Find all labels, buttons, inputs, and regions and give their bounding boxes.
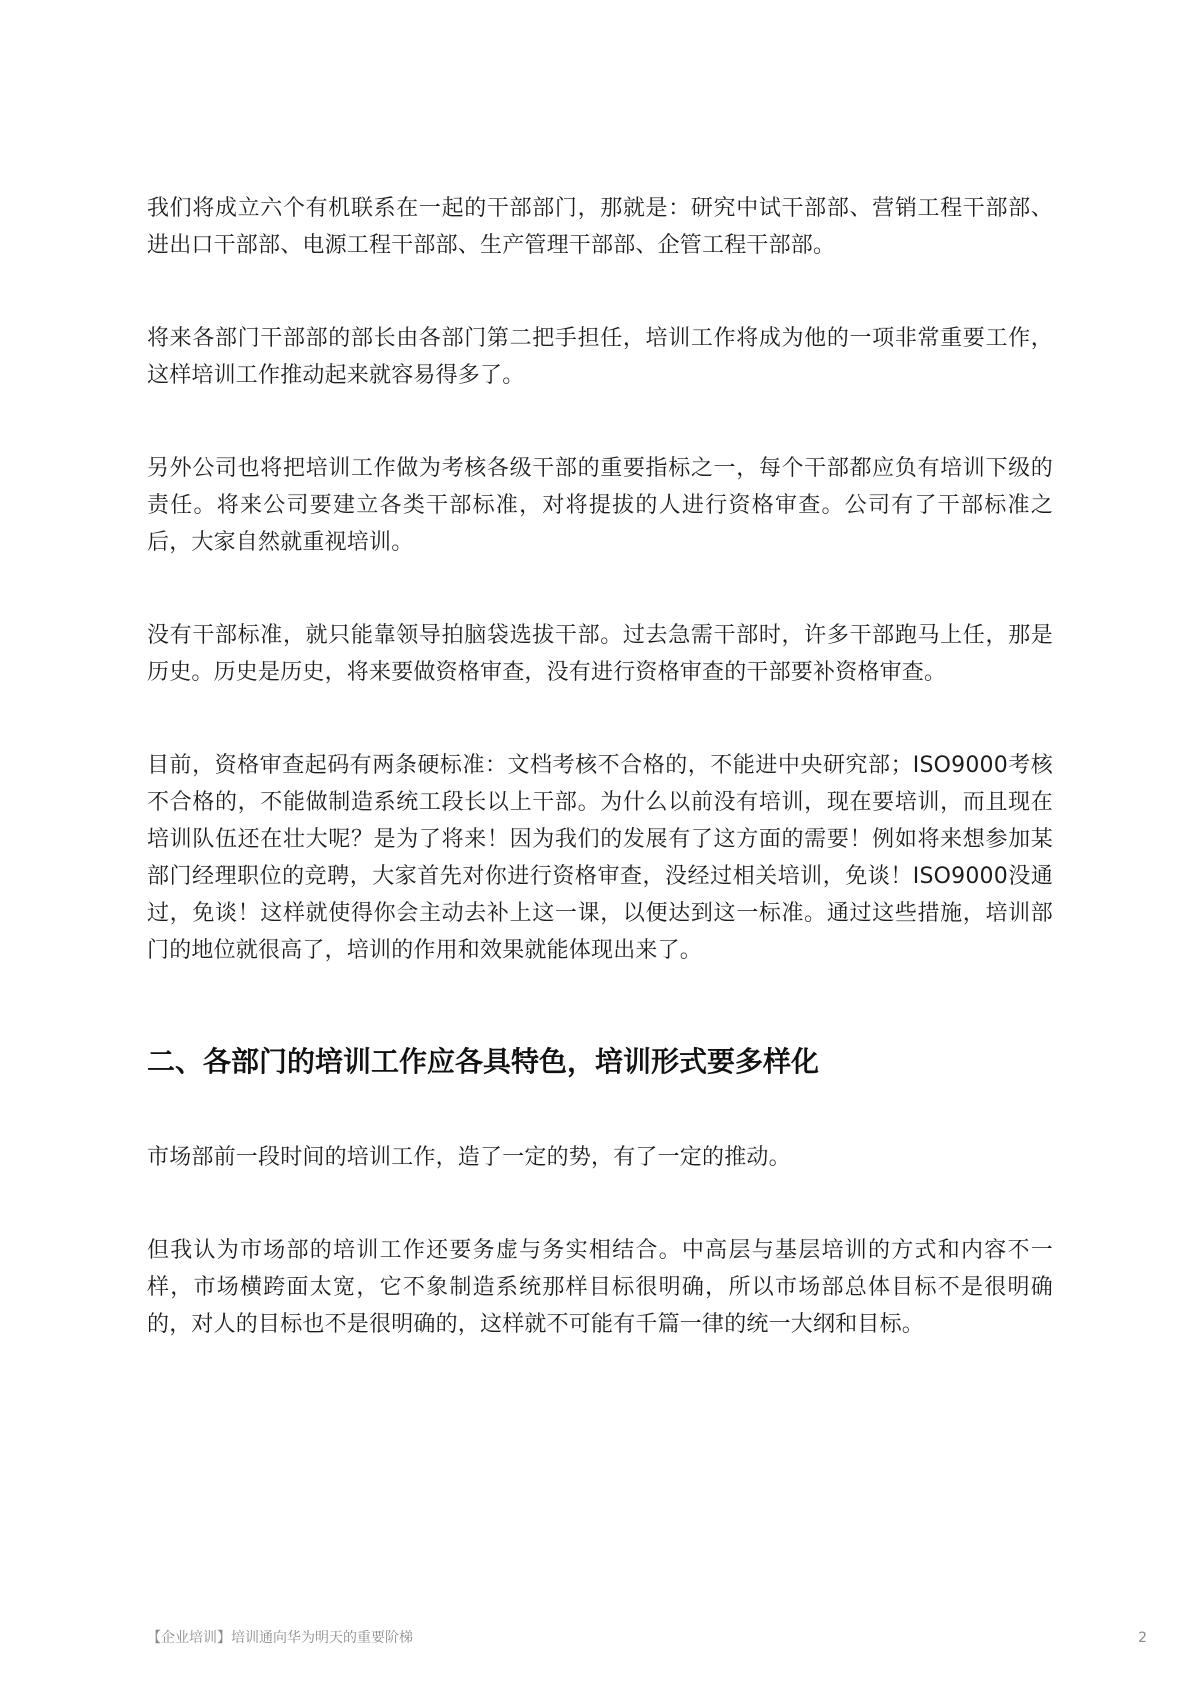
footer-title: 【企业培训】培训通向华为明天的重要阶梯 [147,1630,413,1646]
document-body [147,190,1053,1343]
paragraph: 但我认为市场部的培训工作还要务虚与务实相结合。中高层与基层培训的方式和内容不一样，市场横跨面太宽，它不象制造系统那样目标很明确，所以市场部总体目标不是很明确的，对人的目标也不是很明确的，这样就不可能有千篇一律的统一大纲和目标。 [147,1238,1053,1337]
paragraph: 没有干部标准，就只能靠领导拍脑袋选拔干部。过去急需干部时，许多干部跑马上任，那是历史。历史是历史，将来要做资格审查，没有进行资格审查的干部要补资格审查。 [147,623,1053,685]
paragraph: 将来各部门干部部的部长由各部门第二把手担任，培训工作将成为他的一项非常重要工作，这样培训工作推动起来就容易得多了。 [147,326,1053,388]
paragraph: 另外公司也将把培训工作做为考核各级干部的重要指标之一，每个干部都应负有培训下级的责任。将来公司要建立各类干部标准，对将提拔的人进行资格审查。公司有了干部标准之后，大家自然就重视培训。 [147,456,1053,555]
page-number: 2 [1138,1630,1147,1646]
paragraph: 目前，资格审查起码有两条硬标准：文档考核不合格的，不能进中央研究部；ISO9000考核不合格的，不能做制造系统工段长以上干部。为什么以前没有培训，现在要培训，而且现在培训队伍还在壮大呢？是为了将来！因为我们的发展有了这方面的需要！例如将来想参加某部门经理职位的竞聘，大家首先对你进行资格审查，没经过相关培训，免谈！ISO9000没通过，免谈！这样就使得你会主动去补上这一课，以便达到这一标准。通过这些措施，培训部门的地位就很高了，培训的作用和效果就能体现出来了。 [147,753,1053,963]
paragraph: 我们将成立六个有机联系在一起的干部部门，那就是：研究中试干部部、营销工程干部部、进出口干部部、电源工程干部部、生产管理干部部、企管工程干部部。 [147,196,1053,258]
paragraph: 市场部前一段时间的培训工作，造了一定的势，有了一定的推动。 [147,1145,791,1170]
section-heading: 二、各部门的培训工作应各具特色，培训形式要多样化 [147,1045,820,1078]
